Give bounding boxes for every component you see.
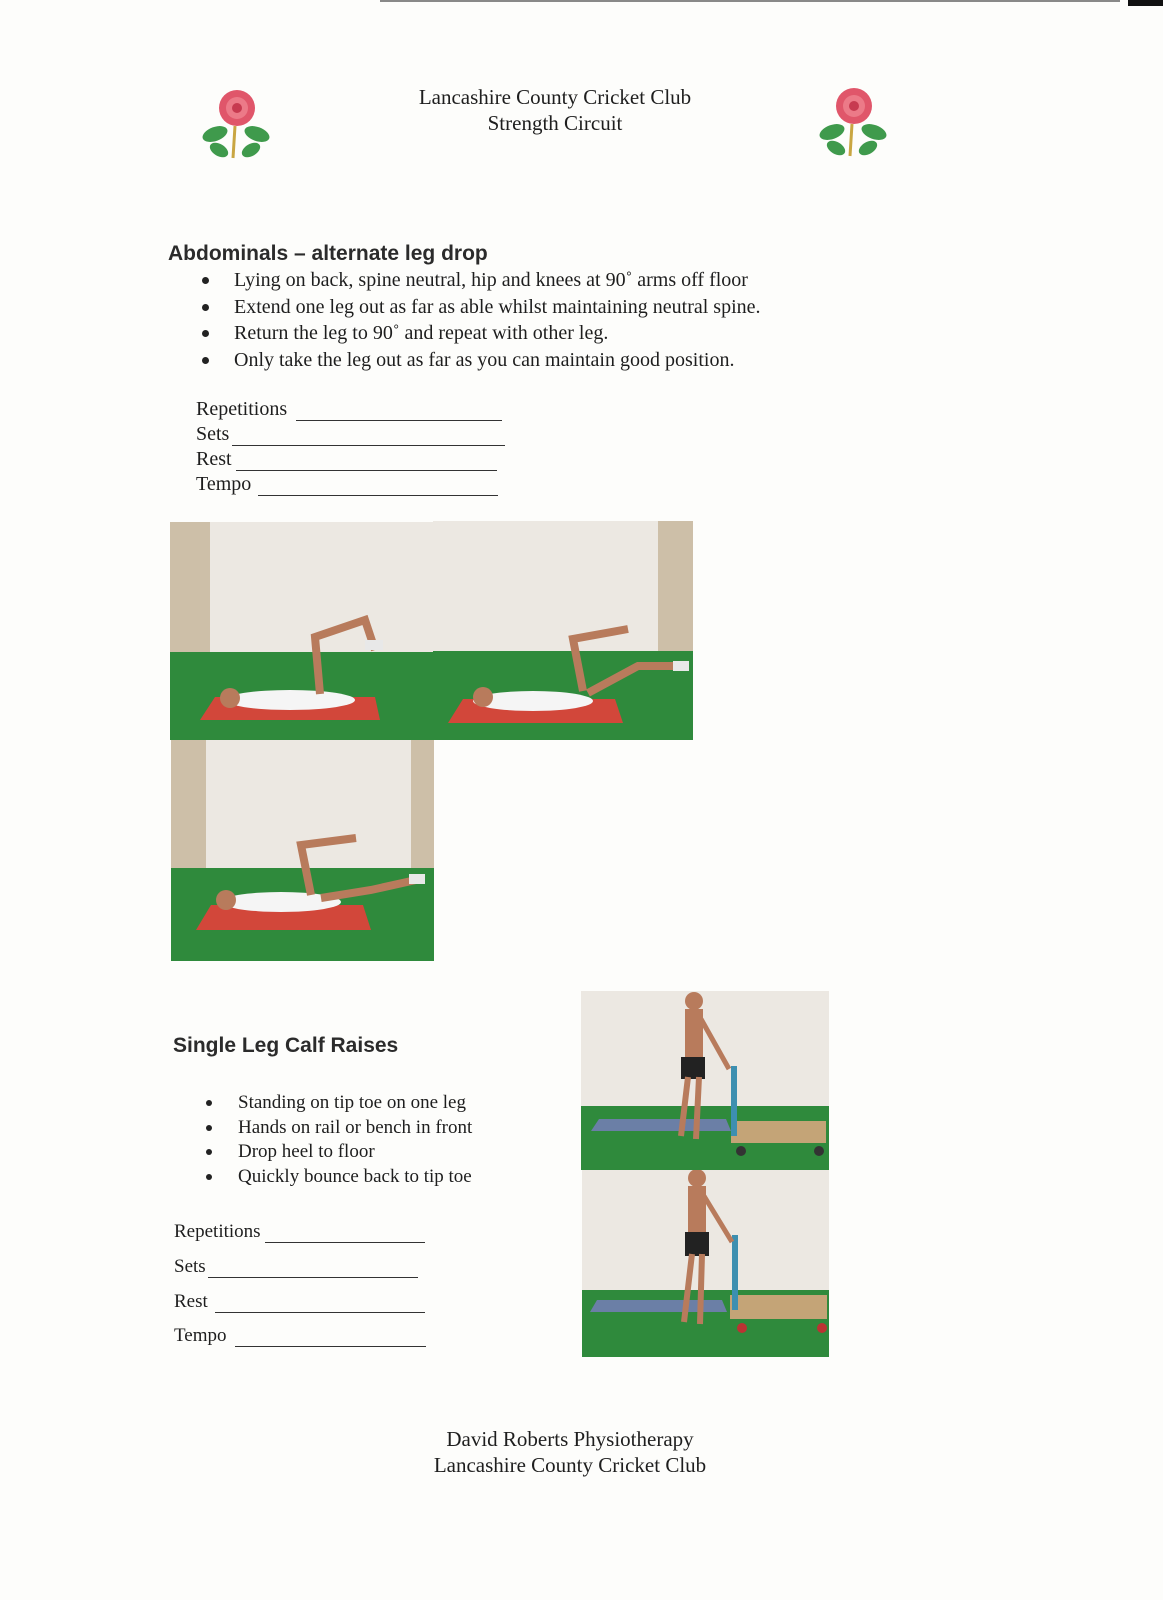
abdominals-instructions xyxy=(200,267,761,373)
calf-raise-instructions xyxy=(204,1091,472,1189)
exercise-photo-calf-raise-up xyxy=(581,991,829,1170)
scan-edge-mark xyxy=(1128,0,1163,6)
list-item: Extend one leg out as far as able whilst maintaining neutral spine. xyxy=(200,294,761,321)
section-title-calf-raises: Single Leg Calf Raises xyxy=(173,1034,399,1057)
list-item: Only take the leg out as far as you can maintain good position. xyxy=(200,347,761,374)
header-club-name: Lancashire County Cricket Club xyxy=(418,85,692,109)
field-line-repetitions[interactable] xyxy=(296,420,502,421)
document-footer xyxy=(400,1426,740,1478)
list-item: Return the leg to 90˚ and repeat with other leg. xyxy=(200,320,761,347)
rose-logo-left xyxy=(195,86,285,166)
header-circuit-name: Strength Circuit xyxy=(487,111,623,135)
field-label-sets: Sets xyxy=(174,1256,206,1277)
list-item: Lying on back, spine neutral, hip and knees at 90˚ arms off floor xyxy=(200,267,761,294)
exercise-photo-leg-drop-alternate xyxy=(171,740,434,961)
footer-physio-name: David Roberts Physiotherapy xyxy=(446,1427,694,1451)
field-line-rest[interactable] xyxy=(236,470,497,471)
field-label-repetitions: Repetitions xyxy=(196,398,288,420)
list-item: Standing on tip toe on one leg xyxy=(204,1091,472,1116)
field-line-sets[interactable] xyxy=(208,1277,418,1278)
field-label-rest: Rest xyxy=(196,448,232,470)
exercise-photo-leg-drop-start xyxy=(170,522,433,740)
field-label-repetitions: Repetitions xyxy=(174,1221,261,1242)
exercise-photo-calf-raise-down xyxy=(582,1170,829,1357)
field-label-tempo: Tempo xyxy=(174,1325,227,1346)
field-line-sets[interactable] xyxy=(232,445,505,446)
field-label-sets: Sets xyxy=(196,423,230,445)
field-line-tempo[interactable] xyxy=(235,1346,426,1347)
list-item: Hands on rail or bench in front xyxy=(204,1116,472,1141)
list-item: Drop heel to floor xyxy=(204,1140,472,1165)
field-label-tempo: Tempo xyxy=(196,473,252,495)
field-line-tempo[interactable] xyxy=(258,495,498,496)
section-title-abdominals: Abdominals – alternate leg drop xyxy=(168,242,488,265)
field-label-rest: Rest xyxy=(174,1291,208,1312)
scan-edge-line xyxy=(380,0,1120,2)
field-line-rest[interactable] xyxy=(215,1312,425,1313)
footer-club-name: Lancashire County Cricket Club xyxy=(433,1453,707,1477)
field-line-repetitions[interactable] xyxy=(265,1242,425,1243)
rose-logo-right xyxy=(810,84,900,164)
document-header xyxy=(380,84,730,136)
list-item: Quickly bounce back to tip toe xyxy=(204,1165,472,1190)
exercise-photo-leg-drop-extend xyxy=(433,521,693,740)
